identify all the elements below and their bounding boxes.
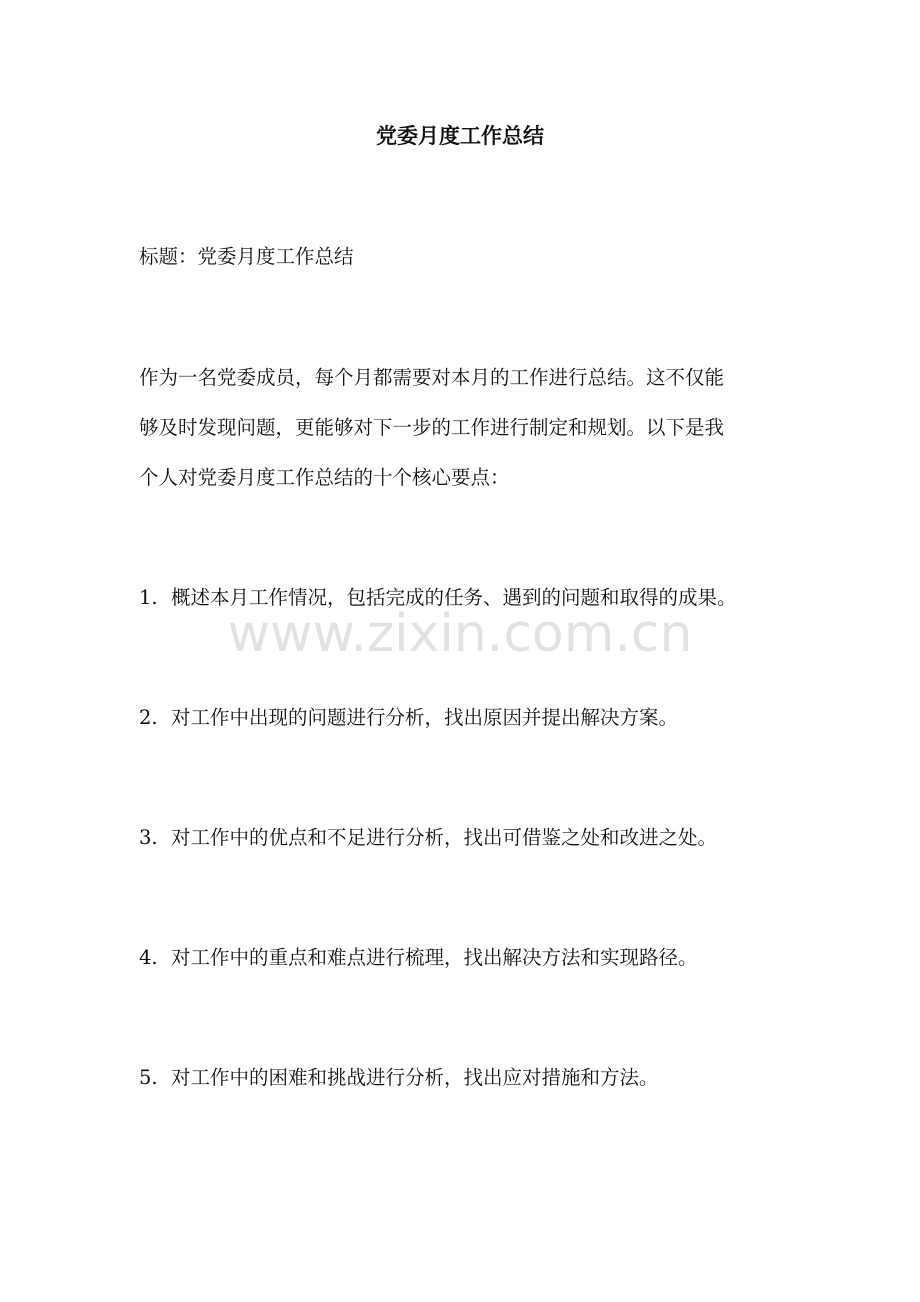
list-item-number: 3. (139, 826, 158, 849)
list-item-number: 2. (139, 706, 158, 729)
list-item-text: 对工作中出现的问题进行分析，找出原因并提出解决方案。 (171, 706, 679, 729)
list-item-text: 对工作中的重点和难点进行梳理，找出解决方法和实现路径。 (171, 946, 698, 969)
list-item-number: 4. (139, 946, 158, 969)
list-item-text: 概述本月工作情况，包括完成的任务、遇到的问题和取得的成果。 (171, 586, 737, 609)
list-item (139, 940, 698, 976)
list-item (139, 700, 678, 736)
watermark: www.zixin.com.cn (227, 604, 693, 664)
document-title: 党委月度工作总结 (376, 124, 544, 148)
list-item (139, 1060, 659, 1096)
intro-line: 够及时发现问题，更能够对下一步的工作进行制定和规划。以下是我 (139, 416, 725, 439)
intro-line: 个人对党委月度工作总结的十个核心要点： (139, 466, 510, 489)
list-item-number: 1. (139, 586, 158, 609)
document-subtitle: 标题：党委月度工作总结 (139, 245, 354, 268)
list-item-text: 对工作中的困难和挑战进行分析，找出应对措施和方法。 (171, 1066, 659, 1089)
list-item-number: 5. (139, 1066, 158, 1089)
list-item (139, 820, 717, 856)
list-item (139, 580, 737, 616)
intro-line: 作为一名党委成员，每个月都需要对本月的工作进行总结。这不仅能 (139, 366, 725, 389)
list-item-text: 对工作中的优点和不足进行分析，找出可借鉴之处和改进之处。 (171, 826, 718, 849)
